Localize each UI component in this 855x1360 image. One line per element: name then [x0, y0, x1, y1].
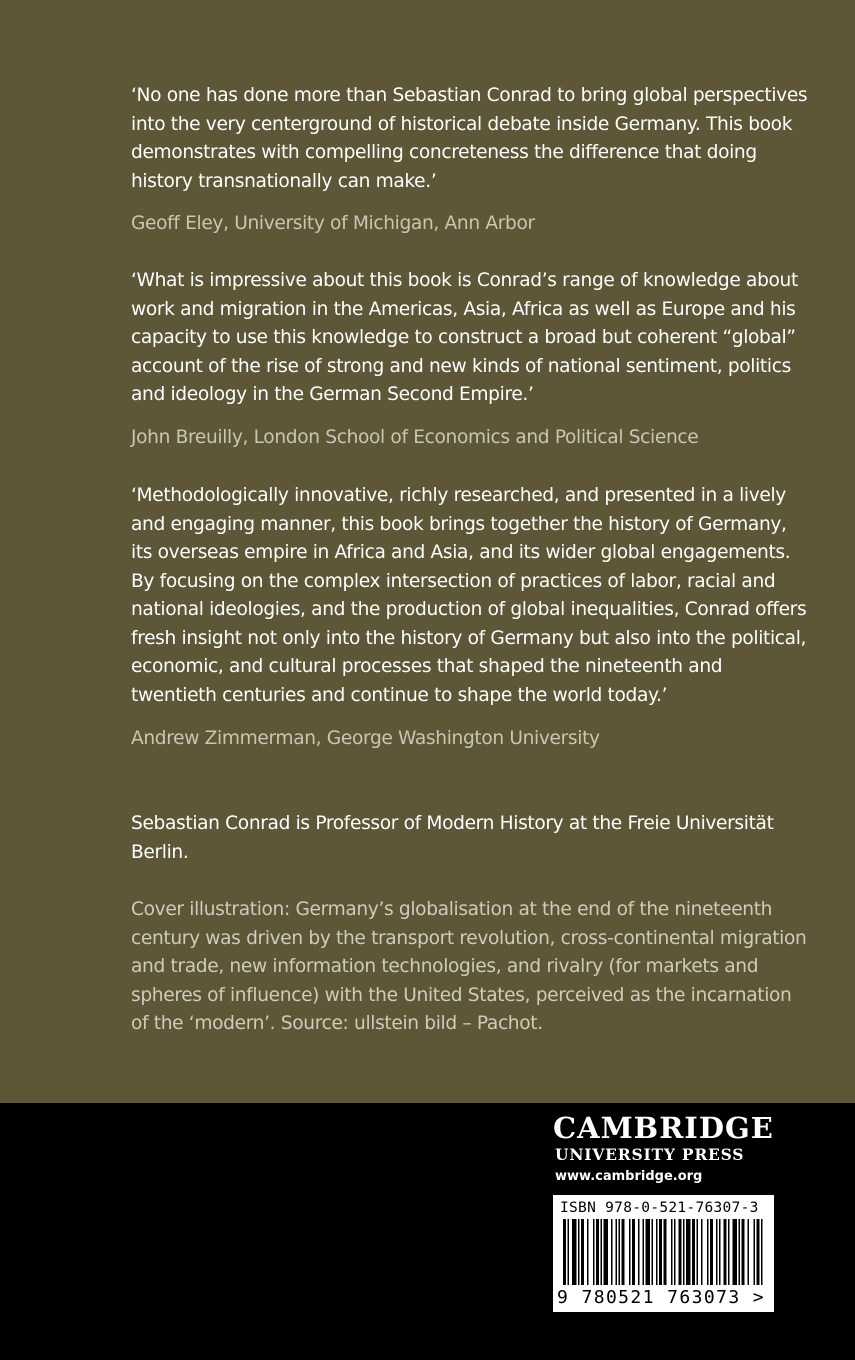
barcode-bar	[757, 1219, 760, 1285]
barcode-bar	[604, 1219, 609, 1285]
barcode-bar	[683, 1219, 685, 1285]
barcode-bar	[593, 1219, 595, 1285]
barcode-bar	[739, 1219, 741, 1285]
barcode-bar	[707, 1219, 709, 1285]
isbn-label: ISBN 978-0-521-76307-3	[560, 1200, 759, 1216]
barcode-bar	[724, 1219, 727, 1285]
barcode-bar	[643, 1219, 645, 1285]
publisher-logo-subtitle: UNIVERSITY PRESS	[555, 1145, 745, 1164]
barcode-bar	[646, 1219, 651, 1285]
barcode-bar	[686, 1219, 691, 1285]
barcode-bar	[638, 1219, 640, 1285]
author-bio: Sebastian Conrad is Professor of Modern History at the Freie Universität Berlin.	[131, 813, 774, 863]
endorsement-quote-3: ‘Methodologically innovative, richly researched, and presented in a lively and engaging manner, this book brings together the history of Germany, its overseas empire in Africa and Asia, and its wider global engagements. By focusing on the complex intersection of practices of labor, racial and national ideologies, and the production of global inequalities, Conrad offers fresh insight not only into the history of Germany but also into the political, economic, and cultural processes that shaped the nineteenth and twentieth centuries and continue to shape the world today.’	[131, 485, 807, 706]
barcode-bar	[742, 1219, 745, 1285]
barcode-bar	[616, 1219, 618, 1285]
barcode-bar	[671, 1219, 673, 1285]
barcode-bar	[629, 1219, 631, 1285]
barcode-bar	[659, 1219, 662, 1285]
barcode-bar	[697, 1219, 699, 1285]
barcode-bar	[611, 1219, 613, 1285]
barcode-bar	[572, 1219, 577, 1285]
endorsement-attribution-2: John Breuilly, London School of Economics and Political Science	[131, 427, 699, 448]
barcode-bar	[563, 1219, 566, 1285]
endorsement-quote-1: ‘No one has done more than Sebastian Conrad to bring global perspectives into the very centerground of historical debate inside Germany. This book demonstrates with compelling concreteness the difference that doing history transnationally can make.’	[131, 85, 808, 192]
barcode-bar	[568, 1219, 570, 1285]
barcode-bar	[578, 1219, 580, 1285]
barcode-bar	[664, 1219, 667, 1285]
barcode-bar	[656, 1219, 658, 1285]
barcode-bar	[716, 1219, 718, 1285]
barcode-bar	[710, 1219, 713, 1285]
barcode-bar	[728, 1219, 730, 1285]
publisher-url: www.cambridge.org	[555, 1169, 703, 1184]
barcode-bar	[632, 1219, 635, 1285]
barcode-bar	[719, 1219, 721, 1285]
barcode-bar	[622, 1219, 625, 1285]
barcode-bar	[674, 1219, 676, 1285]
endorsement-quote-2: ‘What is impressive about this book is Conrad’s range of knowledge about work and migration in the Americas, Asia, Africa as well as Europe and his capacity to use this knowledge to construct a broad but coherent “global” account of the rise of strong and new kinds of national sentiment, politics and ideology in the German Second Empire.’	[131, 270, 798, 405]
barcode-bar	[652, 1219, 654, 1285]
barcode-bar	[619, 1219, 621, 1285]
cover-illustration-caption: Cover illustration: Germany’s globalisation at the end of the nineteenth century was driven by the transport revolution, cross-continental migration and trade, new information technologies, and rivalry (for markets and spheres of influence) with the United States, perceived as the incarnation of the ‘modern’. Source: ullstein bild – Pachot.	[131, 899, 807, 1034]
barcode-bar	[581, 1219, 584, 1285]
barcode-bar	[733, 1219, 738, 1285]
barcode-bar	[596, 1219, 599, 1285]
isbn-barcode	[553, 1195, 774, 1312]
endorsement-attribution-1: Geoff Eley, University of Michigan, Ann Arbor	[131, 213, 535, 234]
barcode-digits: 9 780521 763073 >	[557, 1287, 766, 1308]
barcode-bar	[701, 1219, 703, 1285]
barcode-bar	[679, 1219, 682, 1285]
endorsement-attribution-3: Andrew Zimmerman, George Washington University	[131, 728, 600, 749]
barcode-bar	[761, 1219, 763, 1285]
barcode-bar	[748, 1219, 750, 1285]
barcode-bar	[754, 1219, 756, 1285]
barcode-bar	[601, 1219, 603, 1285]
publisher-logo-name: CAMBRIDGE	[553, 1111, 774, 1145]
barcode-bar	[692, 1219, 695, 1285]
barcode-bar	[587, 1219, 589, 1285]
